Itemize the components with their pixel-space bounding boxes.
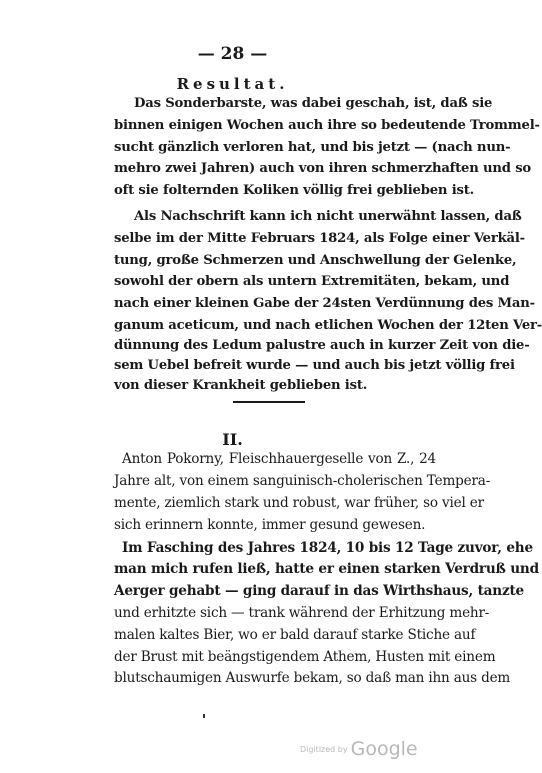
text-line: sem Uebel befreit wurde — und auch bis jetzt völlig frei [114, 358, 515, 373]
text-line: Als Nachschrift kann ich nicht unerwähnt lassen, daß [134, 209, 522, 224]
text-line: mehro zwei Jahren) auch von ihren schmerzhaften und so [114, 161, 532, 176]
text-line: Im Fasching des Jahres 1824, 10 bis 12 Tage zuvor, ehe [122, 540, 533, 556]
watermark-prefix: Digitized by [300, 744, 348, 754]
text-line: sich erinnern konnte, immer gesund gewesen. [114, 517, 426, 533]
text-line: mente, ziemlich stark und robust, war früher, so viel er [114, 495, 484, 511]
text-line: dünnung des Ledum palustre auch in kurzer Zeit von die- [114, 338, 530, 353]
text-line: der Brust mit beängstigendem Athem, Husten mit einem [114, 649, 496, 665]
ink-speck [203, 714, 205, 718]
text-line: nach einer kleinen Gabe der 24sten Verdünnung des Man- [114, 296, 535, 311]
text-line: von dieser Krankheit geblieben ist. [114, 378, 368, 393]
text-line: Anton Pokorny, Fleischhauergeselle von Z., 24 [122, 451, 436, 467]
section-number: II. [222, 430, 243, 449]
watermark-brand: Google [350, 738, 418, 760]
text-line: tung, große Schmerzen und Anschwellung der Gelenke, [114, 253, 517, 268]
text-line: binnen einigen Wochen auch ihre so bedeutende Trommel- [114, 118, 540, 133]
text-line: und erhitzte sich — trank während der Erhitzung mehr- [114, 605, 490, 621]
text-line: malen kaltes Bier, wo er bald darauf starke Stiche auf [114, 627, 476, 643]
text-line: blutschaumigen Auswurfe bekam, so daß man ihn aus dem [114, 670, 511, 686]
section-heading: Resultat. [176, 75, 289, 93]
text-line: sucht gänzlich verloren hat, und bis jetzt — (nach nun- [114, 140, 511, 155]
digitization-watermark [300, 738, 418, 760]
text-line: man mich rufen ließ, hatte er einen starken Verdruß und [114, 561, 539, 577]
text-line: Jahre alt, von einem sanguinisch-cholerischen Tempera- [114, 473, 491, 489]
text-line: selbe im der Mitte Februars 1824, als Folge einer Verkäl- [114, 231, 525, 246]
page-number: — 28 — [197, 44, 268, 64]
text-line: sowohl der obern als untern Extremitäten, bekam, und [114, 274, 510, 289]
text-line: oft sie folternden Koliken völlig frei geblieben ist. [114, 183, 475, 198]
text-line: Aerger gehabt — ging darauf in das Wirthshaus, tanzte [114, 583, 524, 599]
text-line: ganum aceticum, und nach etlichen Wochen der 12ten Ver- [114, 318, 542, 333]
section-divider [233, 401, 305, 403]
text-line: Das Sonderbarste, was dabei geschah, ist, daß sie [134, 96, 493, 111]
